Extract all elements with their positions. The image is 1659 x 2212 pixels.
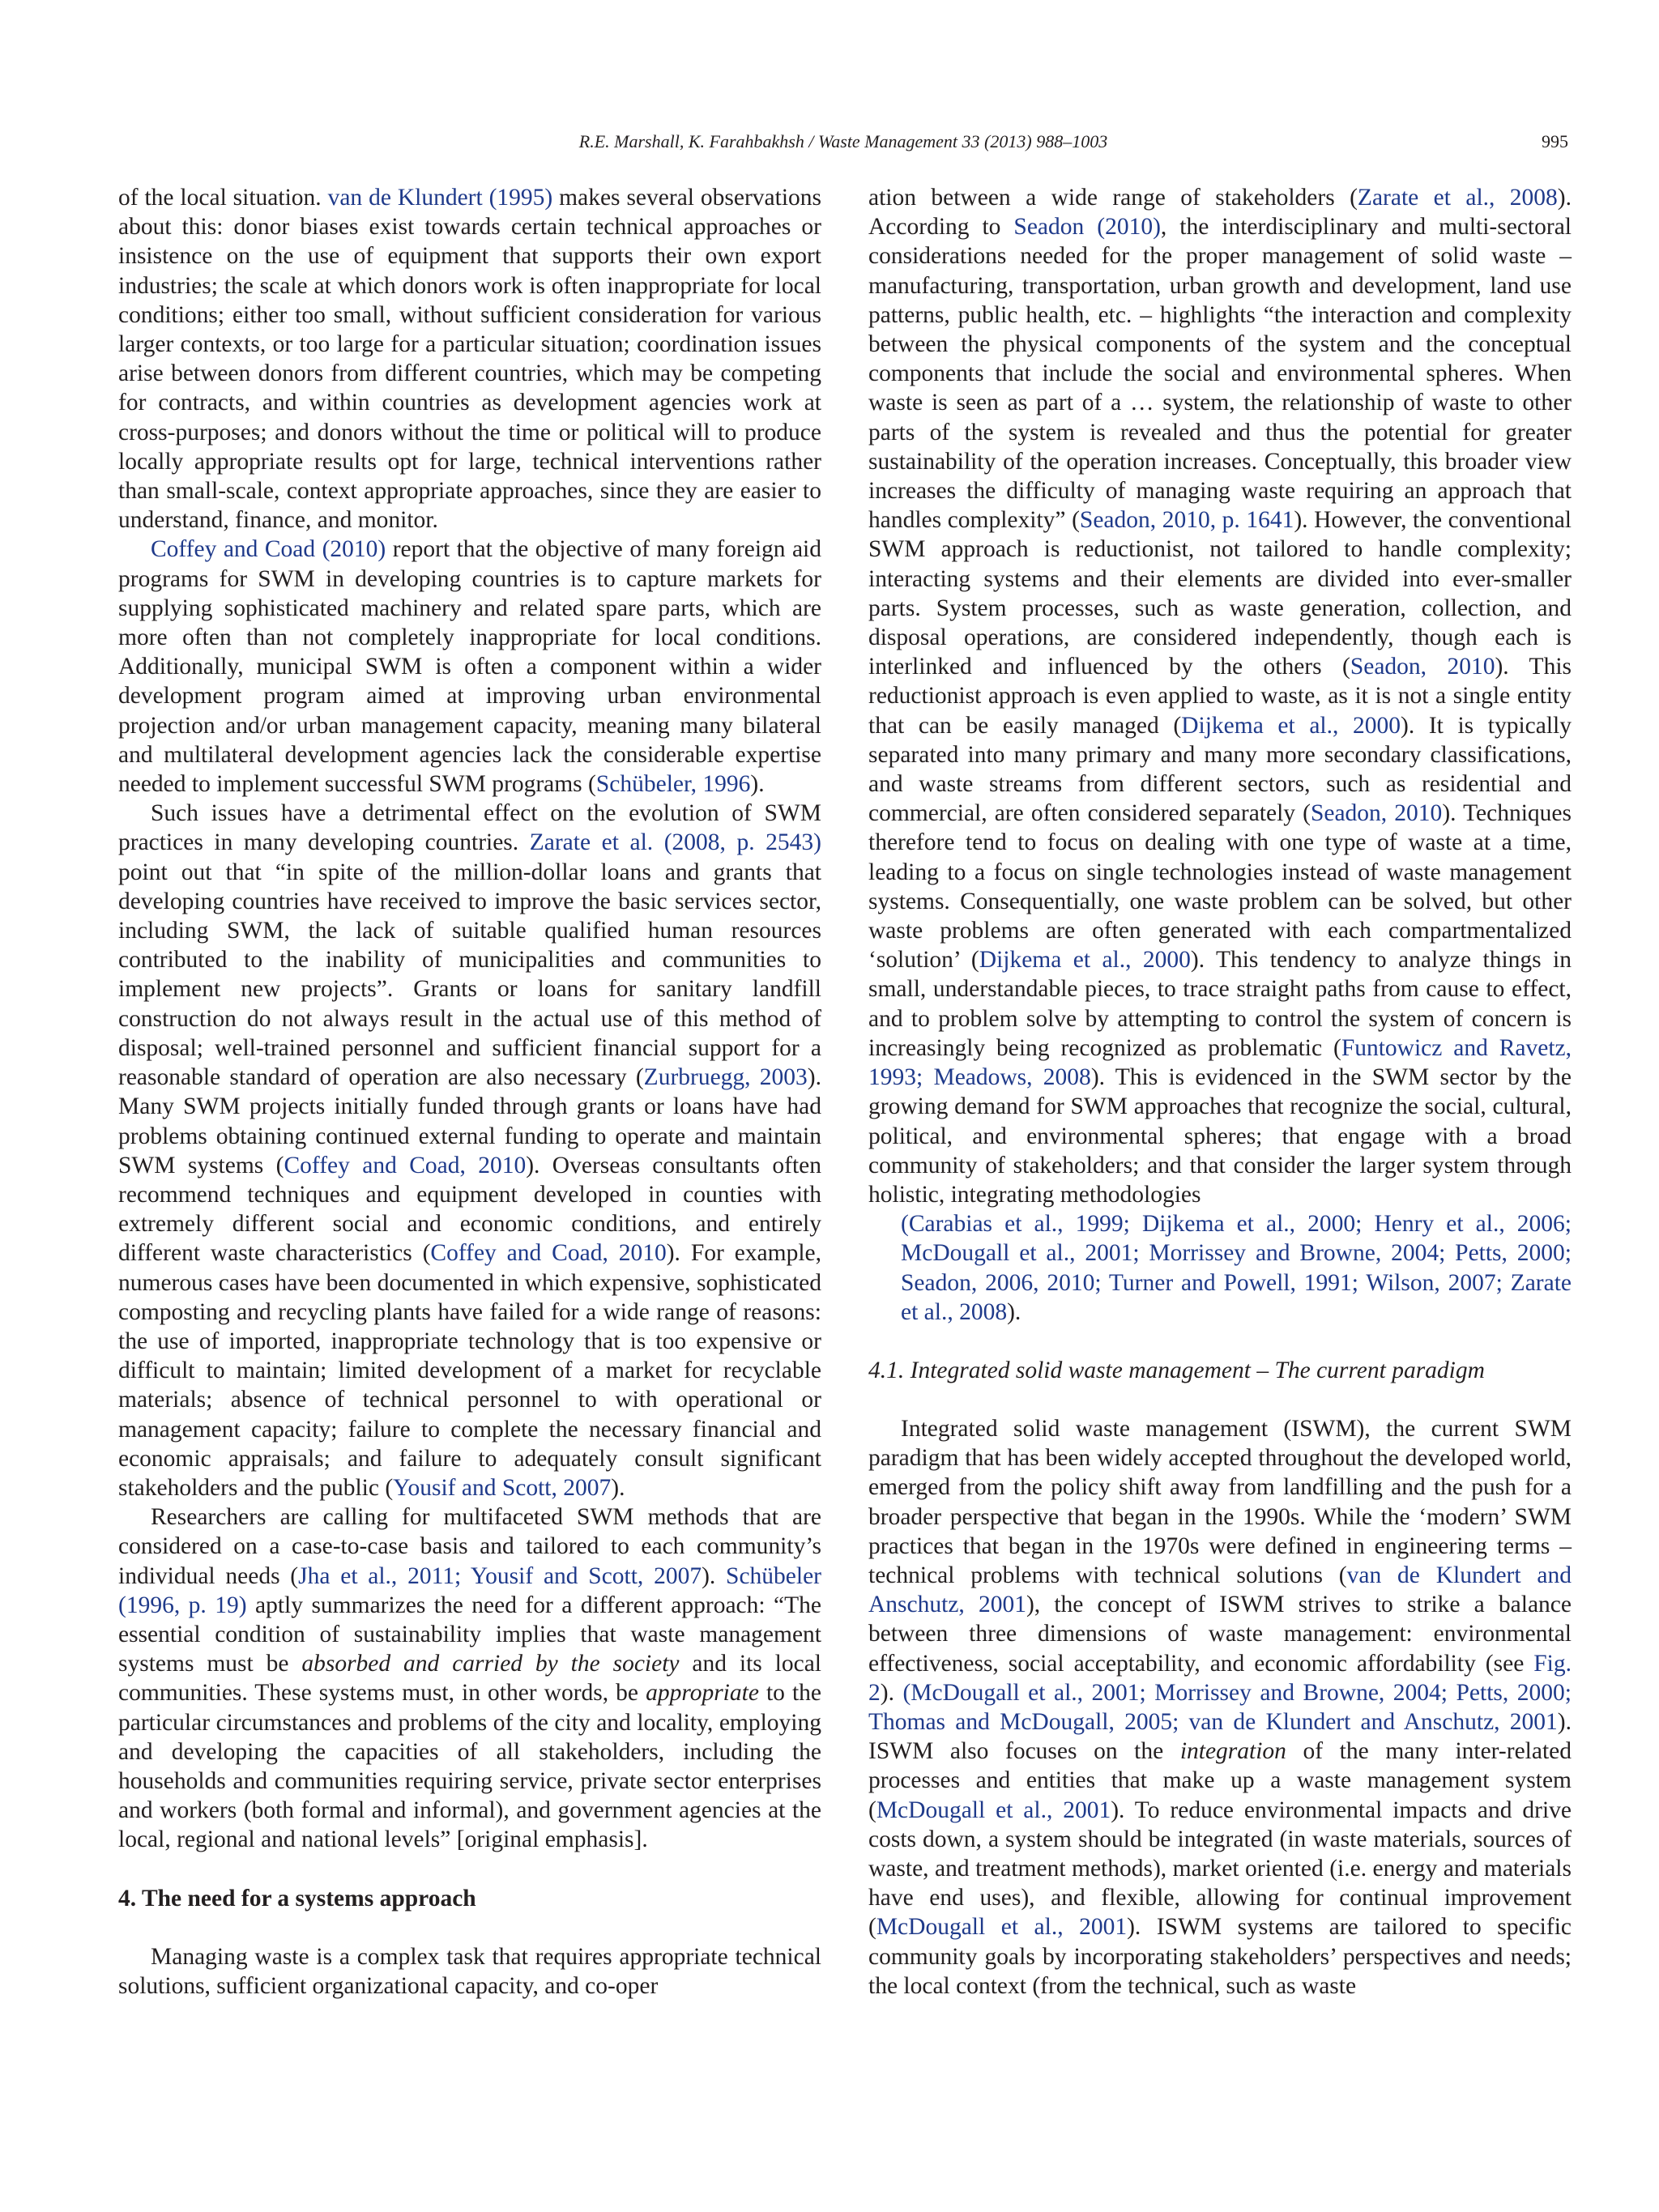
body-text: Managing waste is a complex task that requires appropriate technical solutions, sufficient organizational capacity, and co-oper bbox=[118, 1943, 821, 1999]
citation-link[interactable]: Coffey and Coad (2010) bbox=[151, 536, 386, 563]
citation-link[interactable]: Seadon (2010) bbox=[1013, 214, 1161, 241]
citation-link[interactable]: Schübeler (1996, p. 19) bbox=[118, 1562, 822, 1618]
body-text: ). This tendency to analyze things in small, understandable pieces, to trace straight paths from cause to effect, and to problem solve by attempting to control the system of concern is increasingly being recognized as problematic ( bbox=[868, 947, 1572, 1061]
page-number: 995 bbox=[1542, 131, 1568, 151]
emphasis-text: appropriate bbox=[646, 1680, 759, 1707]
body-text: ). This reductionist approach is even applied to waste, as it is not a single entity that can be easily managed ( bbox=[868, 654, 1572, 739]
citation-link[interactable]: Coffey and Coad, 2010 bbox=[430, 1240, 667, 1267]
citation-link[interactable]: Seadon, 2010 bbox=[1350, 654, 1495, 680]
body-text: ). ISWM systems are tailored to specific community goals by incorporating stakeholders’ perspectives and needs; the local context (from the technical, such as waste bbox=[868, 1914, 1572, 1999]
body-text: ). Techniques therefore tend to focus on dealing with one type of waste at a time, leading to a focus on single technologies instead of waste management systems. Consequentially, one waste problem can be solved, but other waste problems are often generated with each compartmentalized ‘solution’ ( bbox=[868, 800, 1572, 974]
citation-link[interactable]: Dijkema et al., 2000 bbox=[979, 947, 1191, 974]
body-text: makes several observations about this: donor biases exist towards certain technical approaches or insistence on the use of equipment that supports their own export industries; the scale at which donors work is often inappropriate for local conditions; either too small, without sufficient consideration for various larger contexts, or too large for a particular situation; coordination issues arise between donors from different countries, which may be competing for contracts, and within countries as development agencies work at cross-purposes; and donors without the time or political will to produce locally appropriate results opt for large, technical interventions rather than small-scale, context appropriate approaches, since they are easier to understand, finance, and monitor. bbox=[118, 185, 822, 534]
right-column bbox=[868, 183, 1572, 2001]
body-text: ). For example, numerous cases have been documented in which expensive, sophisticated composting and recycling plants have failed for a wide range of reasons: the use of imported, inappropriate technology that is too expensive or difficult to maintain; limited development of a market for recyclable materials; absence of technical personnel to with operational or management capacity; failure to complete the necessary financial and economic appraisals; and failure to adequately consult significant stakeholders and the public ( bbox=[118, 1240, 821, 1501]
body-text: point out that “in spite of the million-dollar loans and grants that developing countries have received to improve the basic services sector, including SWM, the lack of suitable qualified human resources contributed to the inability of municipalities and communities to implement new projects”. Grants or loans for sanitary landfill construction do not always result in the actual use of this method of disposal; well-trained personnel and sufficient financial support for a reasonable standard of operation are also necessary ( bbox=[118, 859, 821, 1091]
body-text: ). bbox=[750, 771, 765, 798]
citation-link[interactable]: Zarate et al. (2008, p. 2543) bbox=[529, 829, 821, 856]
body-text: ). bbox=[611, 1474, 625, 1501]
left-paragraph-2 bbox=[118, 535, 821, 799]
citation-link[interactable]: Dijkema et al., 2000 bbox=[1181, 712, 1401, 739]
citation-link[interactable]: (Carabias et al., 1999; Dijkema et al., 2000; Henry et al., 2006; McDougall et al., 2001; Morrissey and Browne, 2004; Petts, 2000; Seadon, 2006, 2010; Turner and Powell, 1991; Wilson, 2007; Zarate et al., 2008 bbox=[901, 1211, 1572, 1325]
section-heading: 4. The need for a systems approach bbox=[118, 1885, 476, 1912]
body-text: ation between a wide range of stakeholders ( bbox=[868, 185, 1358, 211]
citation-link[interactable]: Jha et al., 2011; Yousif and Scott, 2007 bbox=[298, 1562, 702, 1589]
citation-link[interactable]: Seadon, 2010 bbox=[1310, 800, 1443, 827]
right-paragraph-1 bbox=[868, 183, 1572, 1209]
left-paragraph-3 bbox=[118, 799, 821, 1502]
body-text: ). This is evidenced in the SWM sector by the growing demand for SWM approaches that recognize the social, cultural, political, and environmental spheres; that engage with a broad community of stakeholders; and that consider the larger system through holistic, integrating methodologies bbox=[868, 1064, 1572, 1208]
body-text: ). It is typically separated into many primary and many more secondary classifications, and waste streams from different sectors, such as residential and commercial, are often considered separately ( bbox=[868, 712, 1572, 827]
body-text: ). However, the conventional SWM approach is reductionist, not tailored to handle complexity; interacting systems and their elements are divided into ever-smaller parts. System processes, such as waste generation, collection, and disposal operations, are considered independently, though each is interlinked and influenced by the others ( bbox=[868, 507, 1572, 680]
citation-link[interactable]: Schübeler, 1996 bbox=[595, 771, 751, 798]
body-text: ). bbox=[880, 1679, 903, 1706]
left-paragraph-5 bbox=[118, 1942, 821, 2001]
body-text: Integrated solid waste management (ISWM), the current SWM paradigm that has been widely accepted throughout the developed world, emerged from the policy shift away from landfilling and the push for a broader perspective that began in the 1990s. While the ‘modern’ SWM practices that began in the 1970s were defined in engineering terms – technical problems with technical solutions ( bbox=[868, 1415, 1572, 1588]
citation-link[interactable]: Zurbruegg, 2003 bbox=[643, 1064, 808, 1091]
body-text: aptly summarizes the need for a different approach: “The essential condition of sustainability implies that waste management systems must be bbox=[118, 1592, 821, 1677]
citation-link[interactable]: McDougall et al., 2001 bbox=[876, 1914, 1128, 1941]
citation-link[interactable]: Zarate et al., 2008 bbox=[1357, 185, 1558, 211]
left-paragraph-1 bbox=[118, 183, 821, 535]
body-text: ). bbox=[702, 1562, 727, 1589]
emphasis-text: integration bbox=[1179, 1738, 1286, 1765]
citation-link[interactable]: van de Klundert (1995) bbox=[327, 185, 553, 211]
body-text: ). bbox=[1007, 1298, 1021, 1325]
left-paragraph-4 bbox=[118, 1502, 821, 1854]
citation-link[interactable]: Coffey and Coad, 2010 bbox=[284, 1152, 527, 1178]
body-text: and its local communities. These systems must, in other words, be bbox=[118, 1651, 821, 1707]
emphasis-text: absorbed and carried by the society bbox=[301, 1651, 680, 1677]
subsection-heading: 4.1. Integrated solid waste management – The current paradigm bbox=[868, 1357, 1485, 1383]
right-paragraph-2 bbox=[868, 1414, 1572, 2001]
citation-link[interactable]: (McDougall et al., 2001; Morrissey and Browne, 2004; Petts, 2000; Thomas and McDougall, 2005; van de Klundert and Anschutz, 2001 bbox=[868, 1679, 1572, 1735]
left-column bbox=[118, 183, 821, 2001]
body-text: of the many inter-related processes and entities that make up a waste management system ( bbox=[868, 1738, 1572, 1823]
body-text: Researchers are calling for multifaceted SWM methods that are considered on a case-to-case basis and tailored to each community’s individual needs ( bbox=[118, 1504, 821, 1589]
running-head-citation: R.E. Marshall, K. Farahbakhsh / Waste Management 33 (2013) 988–1003 bbox=[578, 131, 1108, 151]
body-text: ). Overseas consultants often recommend techniques and equipment developed in counties with extremely different social and economic conditions, and entirely different waste characteristics ( bbox=[118, 1152, 822, 1267]
body-text: of the local situation. bbox=[118, 185, 328, 211]
right-paragraph-citations bbox=[868, 1209, 1572, 1327]
body-text: ), the concept of ISWM strives to strike a balance between three dimensions of waste management: environmental effectiveness, social acceptability, and economic affordability (see bbox=[868, 1592, 1572, 1677]
citation-link[interactable]: Yousif and Scott, 2007 bbox=[393, 1474, 612, 1501]
body-text: to the particular circumstances and problems of the city and locality, employing and developing the capacities of all stakeholders, including the households and communities requiring service, private sector enterprises and workers (both formal and informal), and government agencies at the local, regional and national levels” [original emphasis]. bbox=[118, 1680, 821, 1853]
running-head bbox=[118, 128, 1568, 160]
citation-link[interactable]: Funtowicz and Ravetz, 1993; Meadows, 2008 bbox=[868, 1034, 1572, 1091]
body-text: report that the objective of many foreign aid programs for SWM in developing countries is to capture markets for supplying sophisticated machinery and related spare parts, which are more often than not completely inappropriate for local conditions. Additionally, municipal SWM is often a component within a wider development program aimed at improving urban environmental projection and/or urban management capacity, meaning many bilateral and multilateral development agencies lack the considerable expertise needed to implement successful SWM programs ( bbox=[118, 536, 822, 798]
body-text: ). ISWM also focuses on the bbox=[868, 1708, 1572, 1765]
citation-link[interactable]: Fig. 2 bbox=[868, 1650, 1572, 1706]
body-text: ). According to bbox=[868, 185, 1572, 241]
body-text: Such issues have a detrimental effect on the evolution of SWM practices in many developing countries. bbox=[118, 800, 821, 856]
citation-link[interactable]: van de Klundert and Anschutz, 2001 bbox=[868, 1562, 1572, 1618]
body-text: ). To reduce environmental impacts and drive costs down, a system should be integrated (in waste materials, sources of waste, and treatment methods), market oriented (i.e. energy and materials have end uses), and flexible, allowing for continual improvement ( bbox=[868, 1796, 1572, 1941]
body-text: , the interdisciplinary and multi-sectoral considerations needed for the proper management of solid waste – manufacturing, transportation, urban growth and development, land use patterns, public health, etc. – highlights “the interaction and complexity between the physical components of the system and the conceptual components that include the social and environmental spheres. When waste is seen as part of a … system, the relationship of waste to other parts of the system is revealed and thus the potential for greater sustainability of the operation increases. Conceptually, this broader view increases the difficulty of managing waste requiring an approach that handles complexity” ( bbox=[868, 214, 1572, 534]
body-text: ). Many SWM projects initially funded through grants or loans have had problems obtaining continued external funding to operate and maintain SWM systems ( bbox=[118, 1064, 821, 1178]
citation-link[interactable]: McDougall et al., 2001 bbox=[876, 1796, 1111, 1823]
citation-link[interactable]: Seadon, 2010, p. 1641 bbox=[1079, 507, 1294, 534]
